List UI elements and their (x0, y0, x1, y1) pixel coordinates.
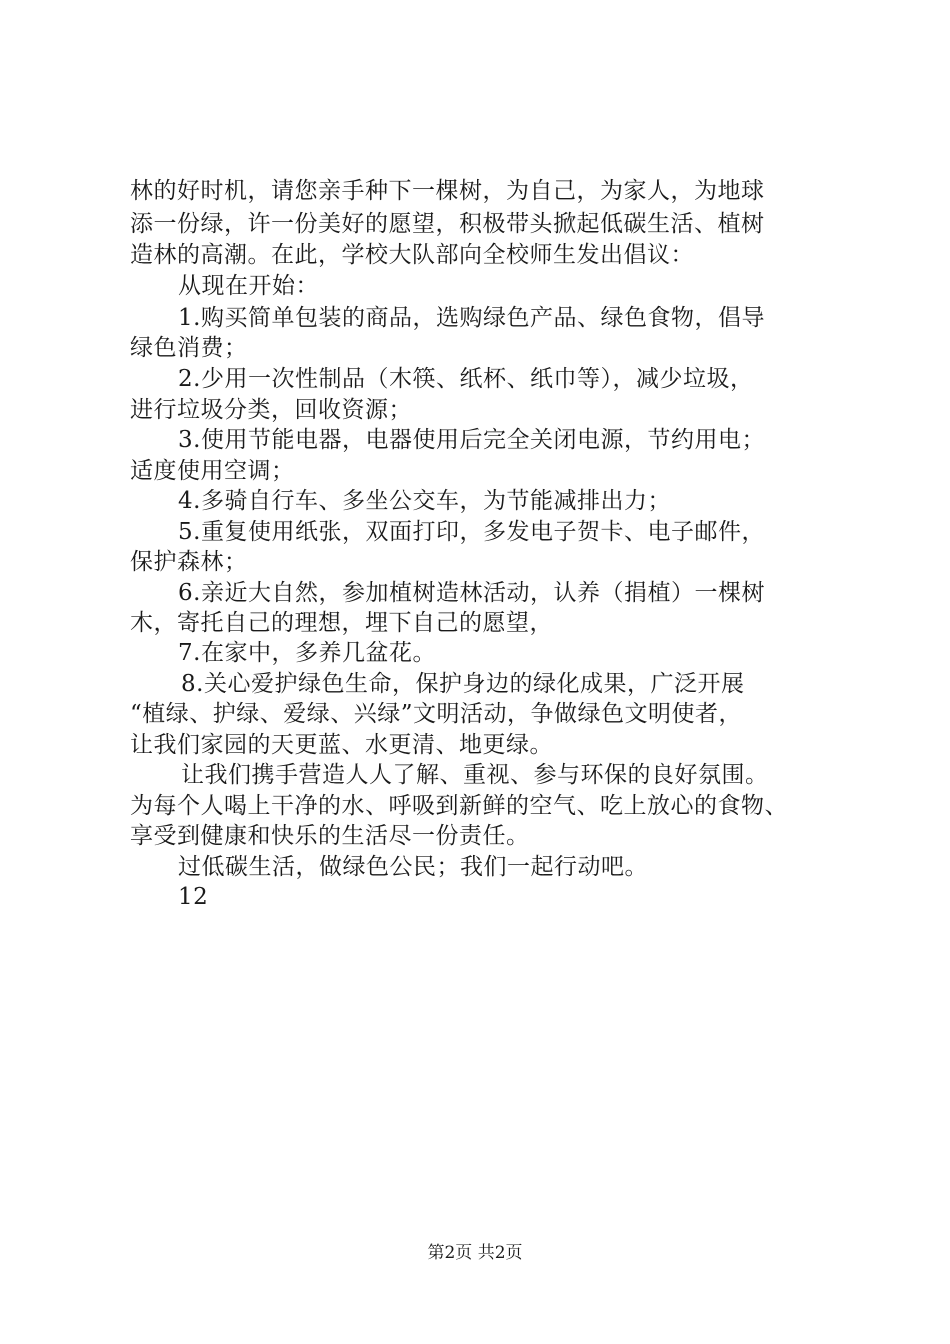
text-line: 绿色消费； (130, 335, 248, 361)
text-line: 为每个人喝上干净的水、呼吸到新鲜的空气、吃上放心的食物、 (130, 793, 788, 819)
list-item: 1.购买简单包装的商品，选购绿色产品、绿色食物，倡导 (178, 305, 765, 331)
list-item: 8.关心爱护绿色生命，保护身边的绿化成果，广泛开展 (181, 671, 745, 697)
text-line: 保护森林； (130, 549, 248, 575)
text-line: 让我们家园的天更蓝、水更清、地更绿。 (130, 732, 553, 758)
text-line: 适度使用空调； (130, 458, 295, 484)
list-item: 5.重复使用纸张，双面打印，多发电子贺卡、电子邮件， (178, 519, 765, 545)
text-line: 享受到健康和快乐的生活尽一份责任。 (130, 823, 530, 849)
text-line: “植绿、护绿、爱绿、兴绿”文明活动，争做绿色文明使者， (130, 701, 743, 727)
text-line: 从现在开始： (178, 273, 319, 299)
list-item: 2.少用一次性制品（木筷、纸杯、纸巾等），减少垃圾， (178, 366, 754, 392)
text-line: 林的好时机，请您亲手种下一棵树，为自己，为家人，为地球 (130, 178, 765, 204)
list-item: 7.在家中，多养几盆花。 (178, 640, 436, 666)
text-line: 12 (178, 884, 209, 910)
text-line: 过低碳生活，做绿色公民；我们一起行动吧。 (178, 854, 648, 880)
list-item: 4.多骑自行车、多坐公交车，为节能减排出力； (178, 488, 671, 514)
list-item: 6.亲近大自然，参加植树造林活动，认养（捐植）一棵树 (178, 580, 765, 606)
text-line: 添一份绿，许一份美好的愿望，积极带头掀起低碳生活、植树 (130, 211, 765, 237)
text-line: 进行垃圾分类，回收资源； (130, 397, 412, 423)
list-item: 3.使用节能电器，电器使用后完全关闭电源，节约用电； (178, 427, 765, 453)
page-footer: 第2页 共2页 (427, 1243, 523, 1263)
text-line: 造林的高潮。在此，学校大队部向全校师生发出倡议： (130, 242, 694, 268)
text-line: 木，寄托自己的理想，埋下自己的愿望， (130, 610, 553, 636)
text-line: 让我们携手营造人人了解、重视、参与环保的良好氛围。 (181, 762, 769, 788)
